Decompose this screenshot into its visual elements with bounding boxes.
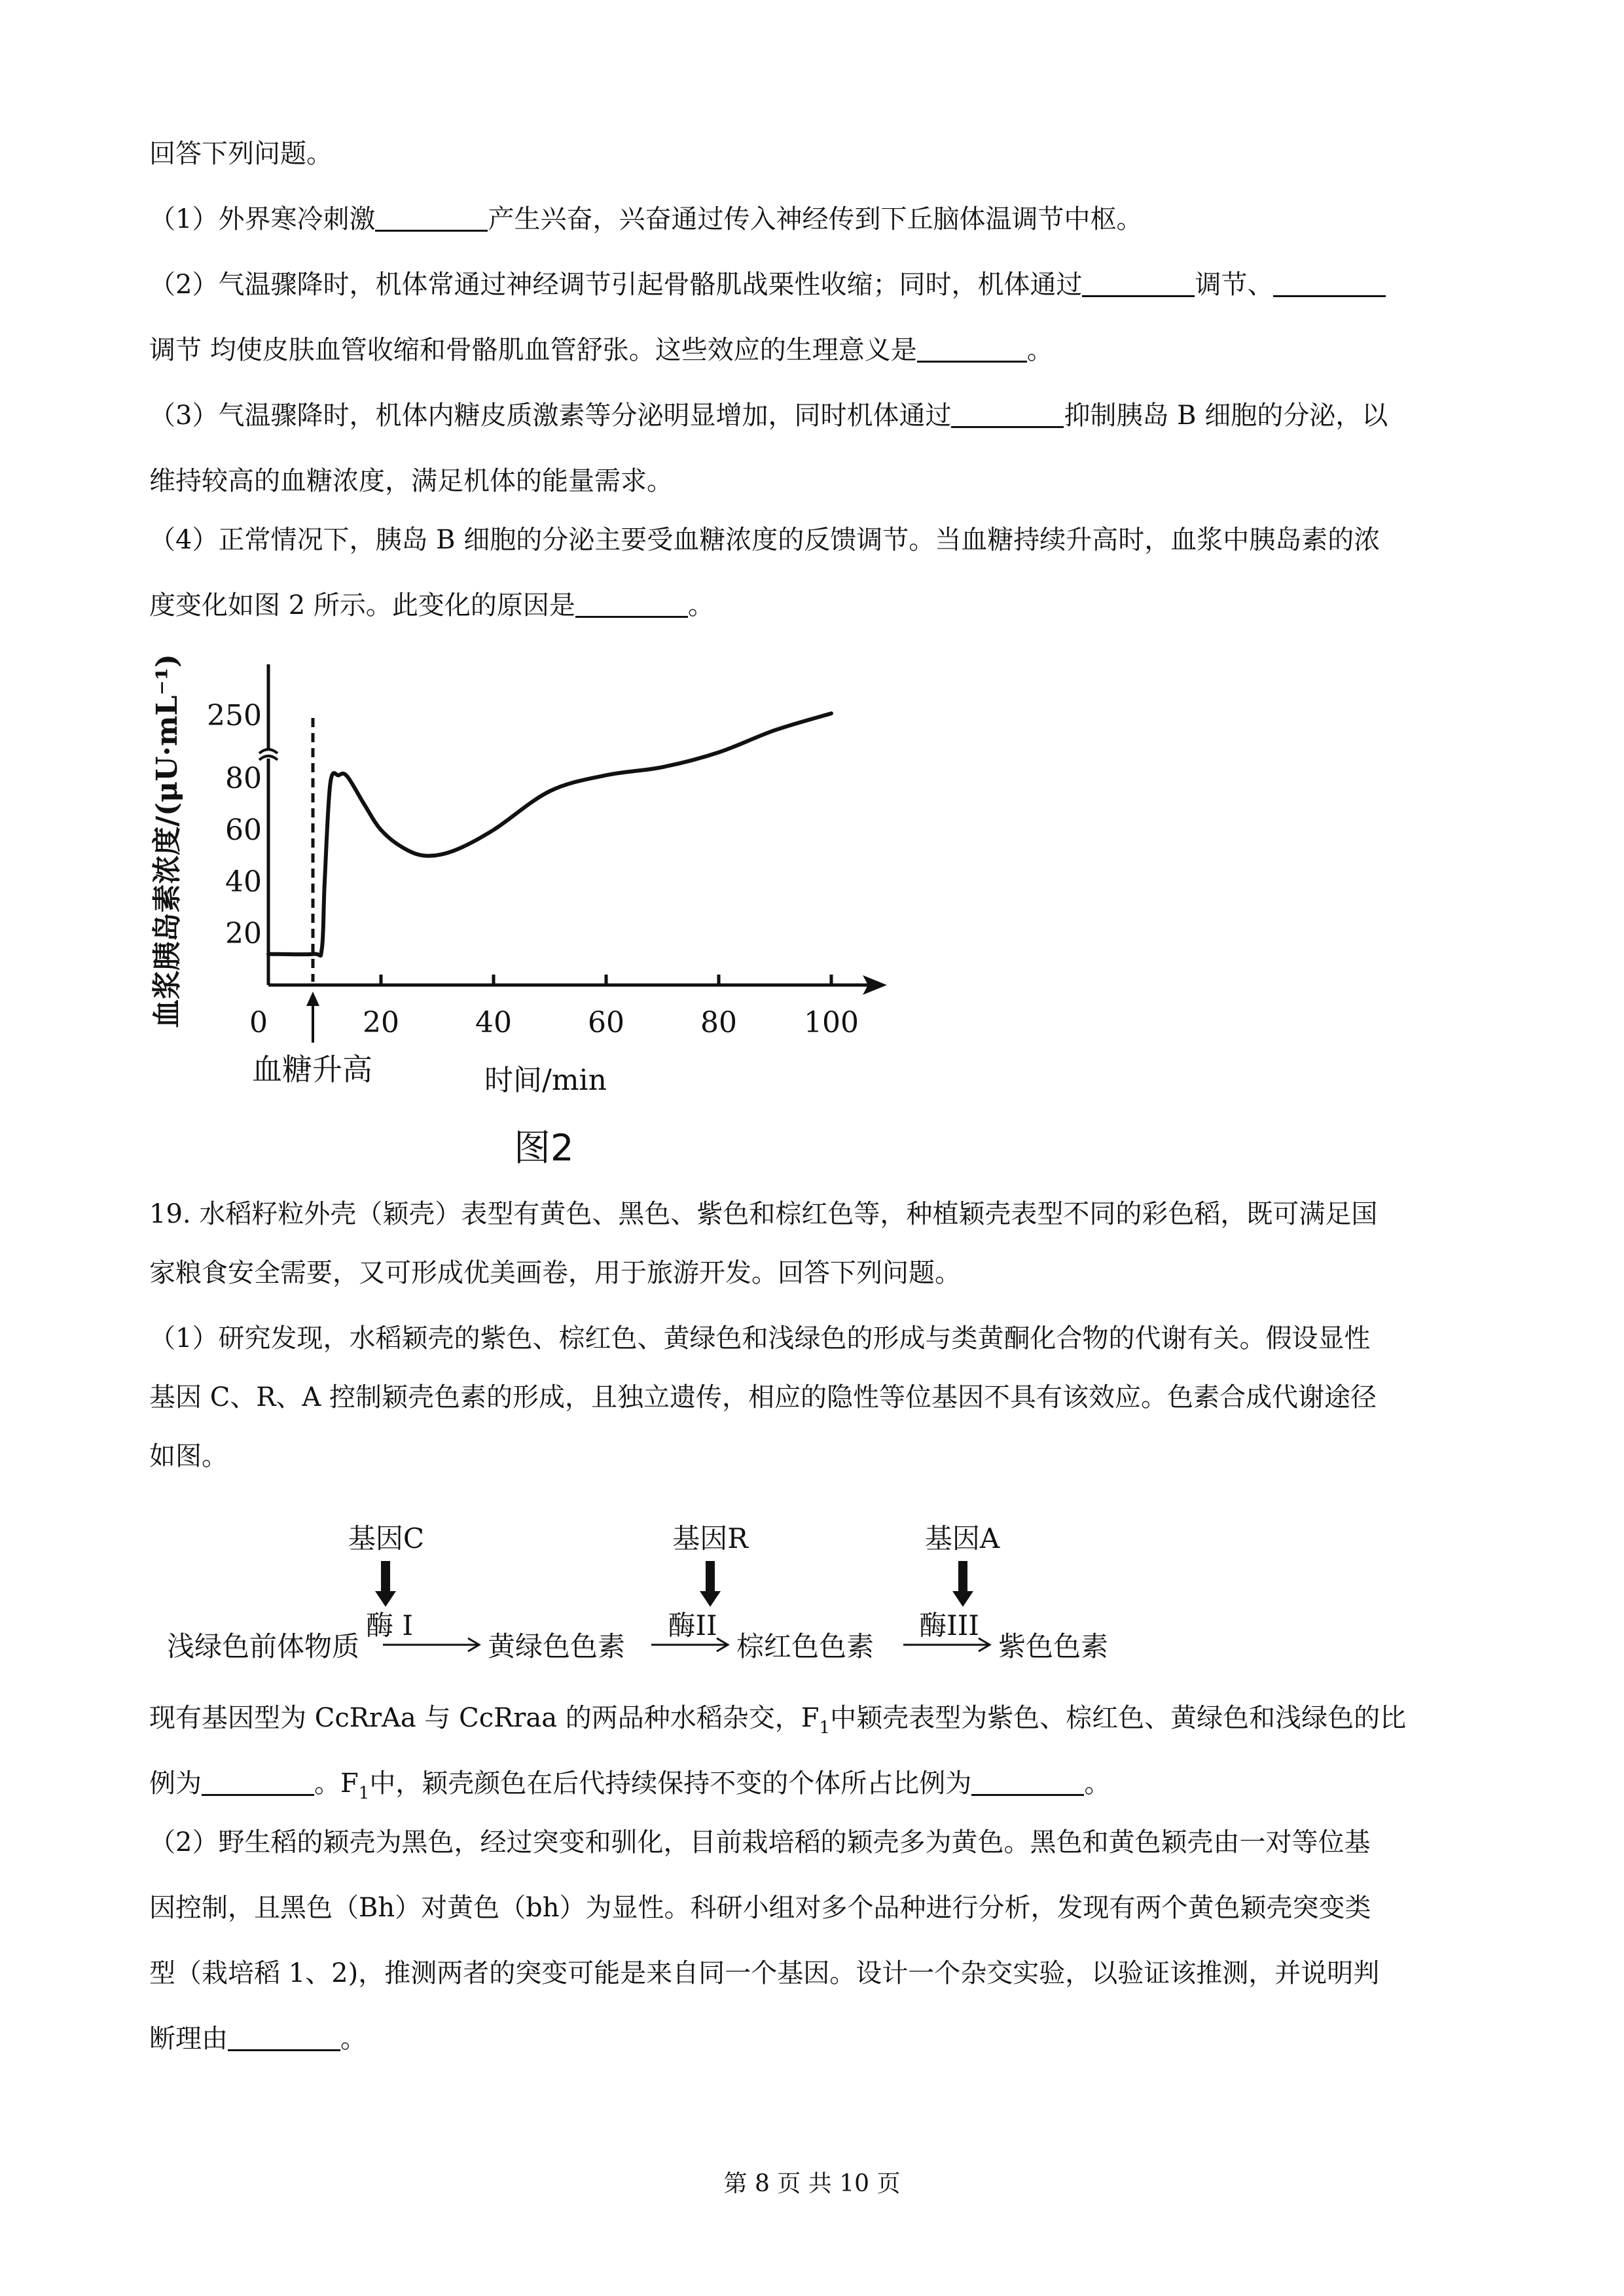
gene-a-label: 基因A bbox=[924, 1522, 1000, 1554]
q18-part2-line1: （2）气温骤降时，机体常通过神经调节引起骨骼肌战栗性收缩；同时，机体通过 调节、 bbox=[149, 265, 1386, 304]
enzyme-1-label: 酶 I bbox=[366, 1609, 413, 1641]
x-tick-label-100: 100 bbox=[804, 1006, 859, 1039]
q19-line1: 19. 水稻籽粒外壳（颖壳）表型有黄色、黑色、紫色和棕红色等，种植颖壳表型不同的彩色稻，既可满足国 bbox=[149, 1199, 1378, 1229]
q19-line5: 如图。 bbox=[149, 1441, 228, 1471]
q18-part4-line1: （4）正常情况下，胰岛 B 细胞的分泌主要受血糖浓度的反馈调节。当血糖持续升高时，血浆中胰岛素的浓 bbox=[149, 525, 1380, 555]
figure-caption: 图2 bbox=[514, 1127, 574, 1170]
q19-line4: 基因 C、R、A 控制颖壳色素的形成，且独立遗传，相应的隐性等位基因不具有该效应。色素合成代谢途径 bbox=[149, 1382, 1377, 1412]
x-tick-label-60: 60 bbox=[588, 1006, 624, 1039]
x-tick-label-20: 20 bbox=[363, 1006, 399, 1039]
y-axis-break bbox=[259, 749, 278, 760]
q19-line3: （1）研究发现，水稻颖壳的紫色、棕红色、黄绿色和浅绿色的形成与类黄酮化合物的代谢有关。假设显性 bbox=[149, 1323, 1371, 1354]
y-tick-label-80: 80 bbox=[225, 762, 262, 795]
answer-blank[interactable] bbox=[375, 204, 488, 232]
q19-line10: 型（栽培稻 1、2)，推测两者的突变可能是来自同一个基因。设计一个杂交实验，以验证该推测，并说明判 bbox=[149, 1958, 1380, 1988]
pigment-pathway-diagram bbox=[147, 1509, 1195, 1672]
q19-line2: 家粮食安全需要，又可形成优美画卷，用于旅游开发。回答下列问题。 bbox=[149, 1258, 961, 1288]
y-tick-label-250: 250 bbox=[207, 699, 262, 732]
x-axis-label: 时间/min bbox=[484, 1064, 607, 1097]
answer-blank[interactable] bbox=[951, 400, 1064, 428]
substance-precursor: 浅绿色前体物质 bbox=[167, 1630, 360, 1662]
answer-blank[interactable] bbox=[228, 2023, 340, 2051]
y-tick-label-60: 60 bbox=[225, 814, 262, 847]
q18-part2-line2: 调节 均使皮肤血管收缩和骨骼肌血管舒张。这些效应的生理意义是 。 bbox=[149, 335, 1053, 365]
answer-blank[interactable] bbox=[1273, 269, 1386, 297]
q19-line11: 断理由 。 bbox=[149, 2024, 367, 2054]
glucose-rise-label: 血糖升高 bbox=[252, 1052, 372, 1087]
y-axis-label: 血浆胰岛素浓度/(μU·mL⁻¹) bbox=[151, 654, 184, 1028]
insulin-series-line bbox=[268, 713, 831, 956]
q18-part4-line2: 度变化如图 2 所示。此变化的原因是 。 bbox=[149, 590, 714, 620]
y-tick-label-20: 20 bbox=[225, 917, 262, 950]
arrow-up-icon bbox=[306, 992, 319, 1043]
answer-blank[interactable] bbox=[917, 334, 1027, 363]
insulin-chart bbox=[144, 645, 929, 1109]
answer-blank[interactable] bbox=[1082, 269, 1195, 297]
q19-line6: 现有基因型为 CcRrAa 与 CcRraa 的两品种水稻杂交，$F_1$中颖壳表型为紫色、棕红色、黄绿色和浅绿色的比 bbox=[149, 1703, 1407, 1738]
arrow-down-icon bbox=[952, 1561, 973, 1607]
x-tick-label-80: 80 bbox=[700, 1006, 737, 1039]
answer-blank[interactable] bbox=[575, 590, 688, 618]
intro-line: 回答下列问题。 bbox=[149, 139, 333, 169]
q18-part3-line2: 维持较高的血糖浓度，满足机体的能量需求。 bbox=[149, 466, 673, 496]
q18-part3-line1: （3）气温骤降时，机体内糖皮质激素等分泌明显增加，同时机体通过 抑制胰岛 B 细胞的分泌，以 bbox=[149, 401, 1388, 431]
enzyme-3-label: 酶III bbox=[919, 1609, 979, 1641]
answer-blank[interactable] bbox=[202, 1768, 314, 1796]
page-footer: 第 8 页 共 10 页 bbox=[723, 2170, 901, 2197]
substance-brown-red: 棕红色色素 bbox=[736, 1630, 875, 1662]
substance-yellow-green: 黄绿色色素 bbox=[488, 1630, 626, 1662]
arrow-down-icon bbox=[700, 1561, 721, 1607]
answer-blank[interactable] bbox=[971, 1768, 1084, 1796]
x-tick-label-40: 40 bbox=[475, 1006, 512, 1039]
arrow-down-icon bbox=[375, 1561, 396, 1607]
x-tick-label-0: 0 bbox=[249, 1006, 268, 1039]
q19-line9: 因控制，且黑色（Bh）对黄色（bh）为显性。科研小组对多个品种进行分析，发现有两个黄色颖壳突变类 bbox=[149, 1893, 1371, 1923]
gene-r-label: 基因R bbox=[672, 1522, 748, 1554]
q18-part1: （1）外界寒冷刺激 产生兴奋，兴奋通过传入神经传到下丘脑体温调节中枢。 bbox=[149, 204, 1143, 234]
y-tick-label-40: 40 bbox=[225, 865, 262, 899]
q19-line8: （2）野生稻的颖壳为黑色，经过突变和驯化，目前栽培稻的颖壳多为黄色。黑色和黄色颖壳由一对等位基 bbox=[149, 1827, 1371, 1857]
q19-line7: 例为 。$F_1$中，颖壳颜色在后代持续保持不变的个体所占比例为 。 bbox=[149, 1768, 1111, 1803]
substance-purple: 紫色色素 bbox=[998, 1630, 1109, 1662]
enzyme-2-label: 酶II bbox=[668, 1609, 717, 1641]
gene-c-label: 基因C bbox=[348, 1522, 425, 1554]
